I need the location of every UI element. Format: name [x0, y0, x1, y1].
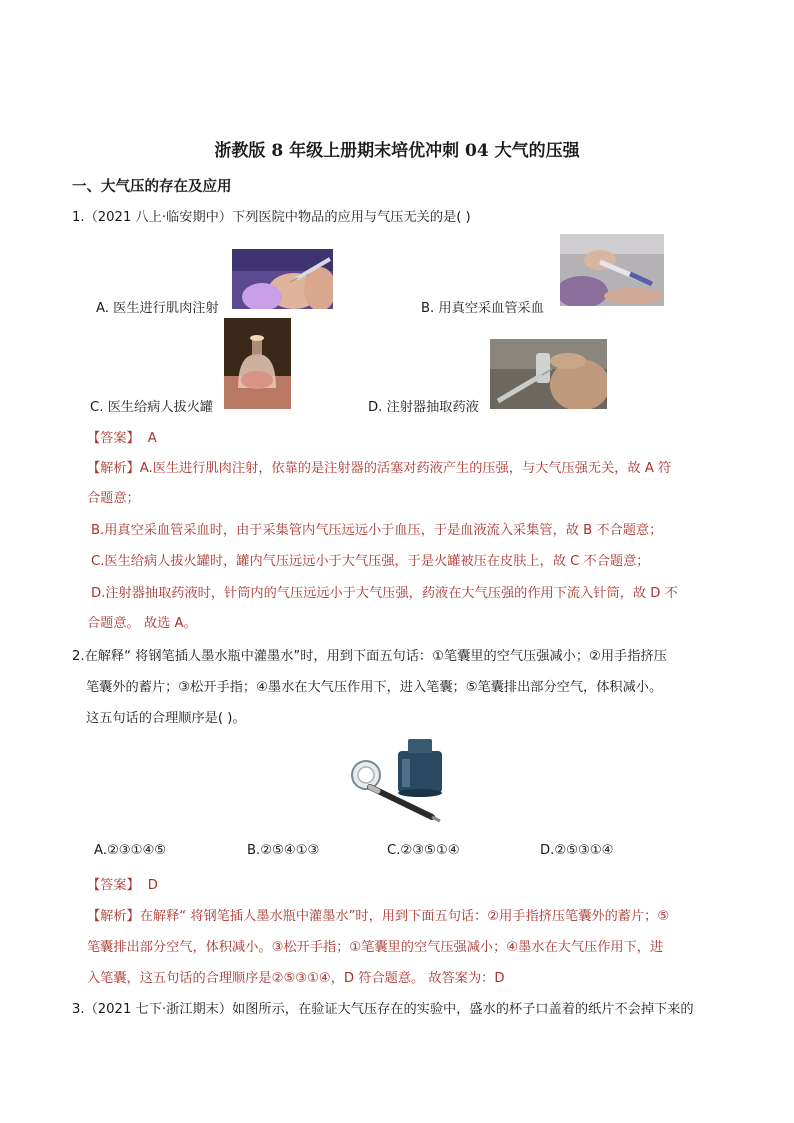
q2-analysis-line-2: 笔囊排出部分空气，体积减小。③松开手指；①笔囊里的空气压强减小；④墨水在大气压作用下，进: [87, 940, 664, 955]
q1-analysis-line-6: 合题意。 故选 A。: [87, 616, 197, 631]
q1-option-d: D. 注射器抽取药液: [368, 400, 479, 415]
analysis-label: 【解析】: [87, 461, 140, 476]
q2-stem-line-2: 笔囊外的蓄片；③松开手指；④墨水在大气压作用下，进入笔囊；⑤笔囊排出部分空气，体积减小。: [86, 680, 663, 695]
q2-option-d: D.②⑤③①④: [540, 843, 614, 858]
syringe-vial-photo: [490, 339, 607, 409]
q2-stem-line-1: 2.在解释“ 将钢笔插人墨水瓶中灌墨水”时，用到下面五句话：①笔囊里的空气压强减小；②用手指挤压: [72, 649, 667, 664]
answer-label: 【答案】: [87, 878, 140, 893]
q1-answer: [87, 427, 157, 446]
q2-option-a: A.②③①④⑤: [94, 843, 167, 858]
q2-analysis-line-3: 入笔囊，这五句话的合理顺序是②⑤③①④，D 符合题意。 故答案为：D: [87, 971, 505, 986]
answer-label: 【答案】: [87, 431, 140, 446]
q2-stem-line-3: 这五句话的合理顺序是( )。: [86, 711, 246, 726]
q2-option-b: B.②⑤④①③: [247, 843, 320, 858]
injection-photo: [232, 249, 333, 309]
page-title: 浙教版 8 年级上册期末培优冲刺 04 大气的压强: [214, 141, 580, 161]
q1-analysis-line-4: C.医生给病人拔火罐时，罐内气压远远小于大气压强，于是火罐被压在皮肤上，故 C 不合题意；: [91, 554, 650, 569]
q2-option-c: C.②③⑤①④: [387, 843, 460, 858]
analysis-text: A.医生进行肌肉注射，依靠的是注射器的活塞对药液产生的压强，与大气压强无关，故 A 符: [139, 461, 672, 476]
answer-value: D: [147, 878, 158, 893]
q3-stem: 3.（2021 七下·浙江期末）如图所示，在验证大气压存在的实验中，盛水的杯子口盖着的纸片不会掉下来的: [72, 1002, 694, 1017]
q1-option-a: A. 医生进行肌肉注射: [96, 301, 219, 316]
blood-collection-photo: [560, 234, 664, 306]
analysis-label: 【解析】: [87, 909, 140, 924]
q1-analysis-line-5: D.注射器抽取药液时，针筒内的气压远远小于大气压强，药液在大气压强的作用下流入针筒，故 D 不: [91, 586, 678, 601]
q1-analysis-line-3: B.用真空采血管采血时，由于采集管内气压远远小于血压，于是血液流入采集管，故 B 不合题意；: [91, 523, 663, 538]
ink-bottle-pen-illustration: [348, 733, 451, 826]
answer-value: A: [147, 431, 157, 446]
cupping-photo: [224, 318, 291, 409]
q1-stem: 1.（2021 八上·临安期中）下列医院中物品的应用与气压无关的是( ): [72, 210, 471, 225]
q2-answer: [87, 874, 158, 893]
q2-analysis-line-1: [87, 905, 669, 924]
q1-analysis-line-1: [87, 457, 671, 476]
section-heading: 一、大气压的存在及应用: [72, 179, 232, 195]
q1-analysis-line-2: 合题意；: [87, 491, 140, 506]
q1-option-c: C. 医生给病人拔火罐: [90, 400, 214, 415]
analysis-text: 在解释“ 将钢笔插人墨水瓶中灌墨水”时，用到下面五句话：②用手指挤压笔囊外的蓄片；⑤: [139, 909, 670, 924]
q1-option-b: B. 用真空采血管采血: [421, 301, 544, 316]
